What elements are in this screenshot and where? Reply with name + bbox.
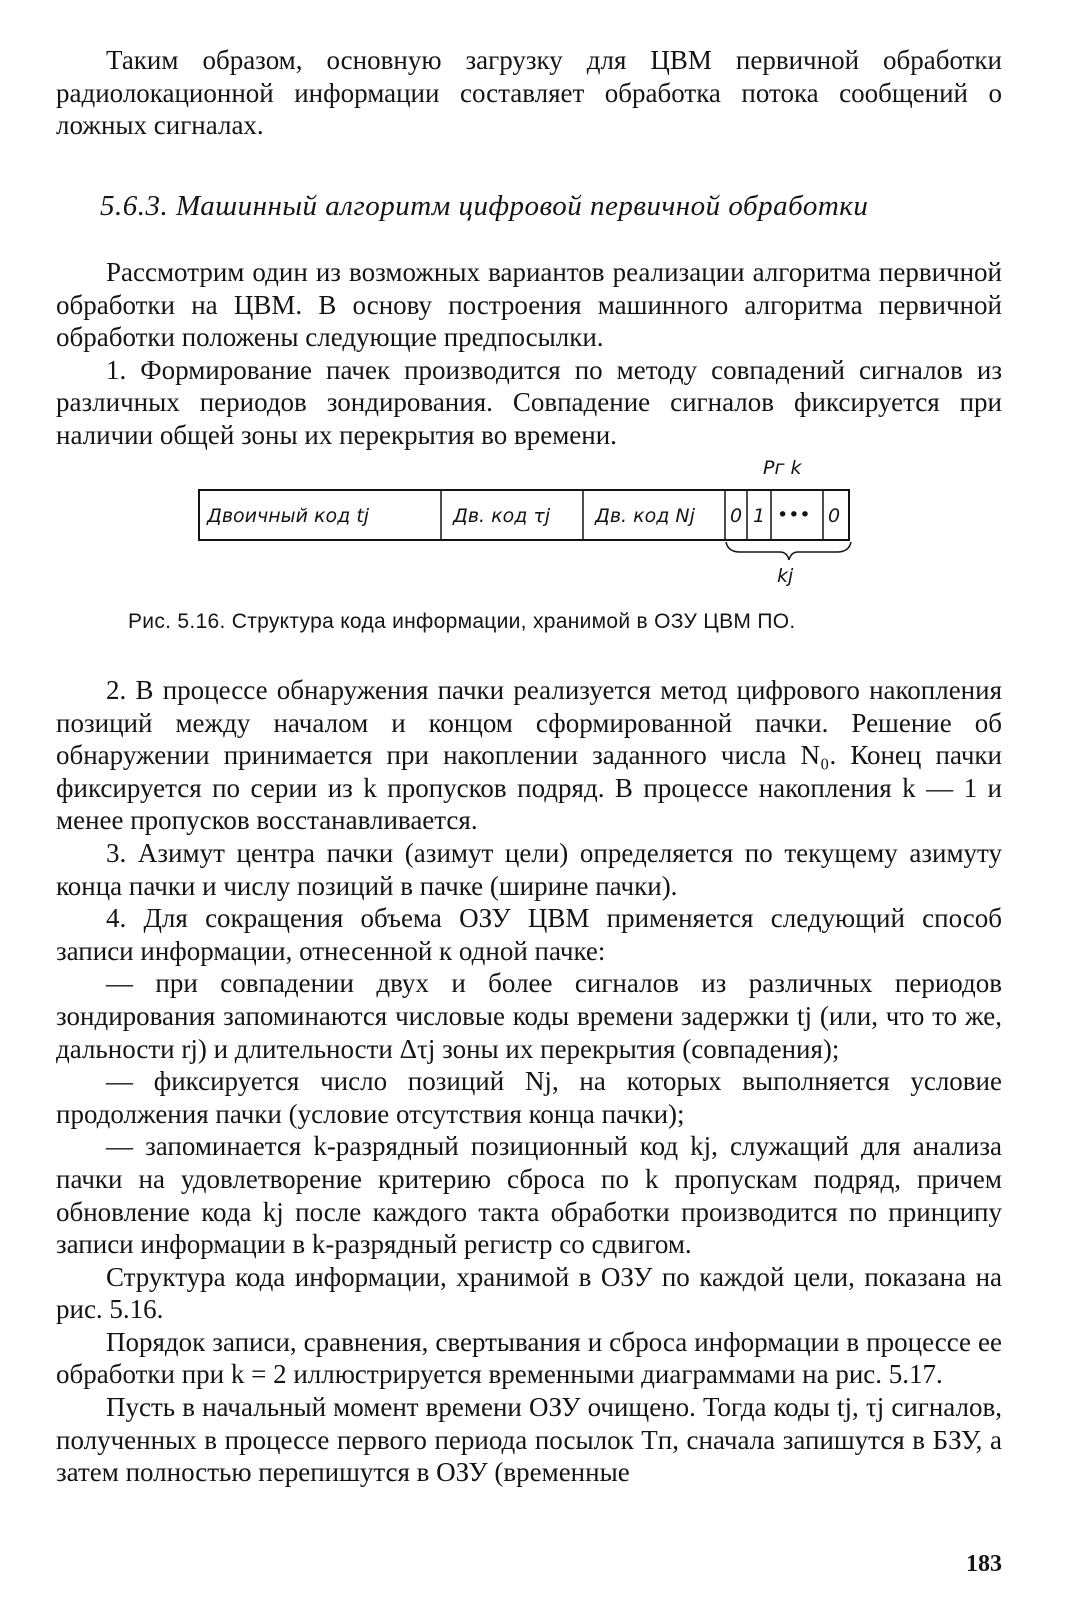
brace-label-kj: kj bbox=[777, 565, 794, 587]
field-code-n: Дв. код Nj bbox=[595, 505, 695, 527]
list-item-1: 1. Формирование пачек производится по методу совпадений сигналов из различных периодов зондирования. Совпадение сигналов фиксируется при наличии общей зоны их перекрытия во времени. bbox=[56, 354, 1002, 450]
dash-item-2: — фиксируется число позиций Nj, на которых выполняется условие продолжения пачки (условие отсутствия конца пачки); bbox=[56, 1066, 1002, 1129]
dash-item-3: — запоминается k-разрядный позиционный код kj, служащий для анализа пачки на удовлетворение критерию сброса по k пропускам подряд, причем обновление кода kj после каждого такта обработки производится по принципу записи информации в k-разрядный регистр со сдвигом. bbox=[56, 1131, 1002, 1260]
paragraph-order: Порядок записи, сравнения, свертывания и сброса информации в процессе ее обработки при k = 2 иллюстрируется временными диаграммами на рис. 5.17. bbox=[56, 1326, 1002, 1390]
field-binary-code-t: Двоичный код tj bbox=[207, 505, 370, 527]
bit-value-last: 0 bbox=[828, 505, 841, 527]
list-item-4: 4. Для сокращения объема ОЗУ ЦВМ применяется следующий способ записи информации, отнесенной к одной пачке: bbox=[56, 903, 1002, 966]
paragraph-structure: Структура кода информации, хранимой в ОЗУ по каждой цели, показана на рис. 5.16. bbox=[56, 1261, 1002, 1325]
kj-brace bbox=[726, 542, 851, 560]
premises-block bbox=[56, 256, 1002, 452]
list-item-3: 3. Азимут центра пачки (азимут цели) определяется по текущему азимуту конца пачки и числу позиций в пачке (ширине пачки). bbox=[56, 837, 1002, 901]
paragraph-intro: Таким образом, основную загрузку для ЦВМ первичной обработки радиолокационной информации составляет обработка потока сообщений о ложных сигналах. bbox=[56, 45, 1002, 141]
section-heading: 5.6.3. Машинный алгоритм цифровой первичной обработки bbox=[100, 190, 869, 222]
intro-block bbox=[56, 44, 1002, 142]
bit-value-1: 0 bbox=[730, 505, 743, 527]
field-code-tau: Дв. код τj bbox=[453, 505, 551, 527]
paragraph-let: Пусть в начальный момент времени ОЗУ очищено. Тогда коды tj, τj сигналов, полученных в процессе первого периода посылок Tп, сначала запишутся в БЗУ, а затем полностью перепишутся в ОЗУ (временные bbox=[56, 1392, 1002, 1488]
bit-ellipsis: ••• bbox=[777, 504, 811, 526]
body-block bbox=[56, 674, 1002, 1489]
page-number: 183 bbox=[966, 1551, 1002, 1577]
paragraph-consider: Рассмотрим один из возможных вариантов реализации алгоритма первичной обработки на ЦВМ. В основу построения машинного алгоритма первичной обработки положены следующие предпосылки. bbox=[56, 257, 1002, 353]
register-label: Рг k bbox=[763, 457, 802, 479]
figure-caption: Рис. 5.16. Структура кода информации, хранимой в ОЗУ ЦВМ ПО. bbox=[128, 610, 796, 633]
bit-value-2: 1 bbox=[753, 505, 766, 527]
dash-item-1: — при совпадении двух и более сигналов из различных периодов зондирования запоминаются числовые коды времени задержки tj (или, что то же, дальности rj) и длительности Δτj зоны их перекрытия (совпадения); bbox=[56, 968, 1002, 1064]
list-item-2: 2. В процессе обнаружения пачки реализуется метод цифрового накопления позиций между началом и концом сформированной пачки. Решение об обнаружении принимается при накоплении заданного числа N₀. Конец пачки фиксируется по серии из k пропусков подряд. В процессе накопления k — 1 и менее пропусков восстанавливается. bbox=[56, 675, 1002, 836]
code-structure-figure bbox=[195, 456, 865, 596]
